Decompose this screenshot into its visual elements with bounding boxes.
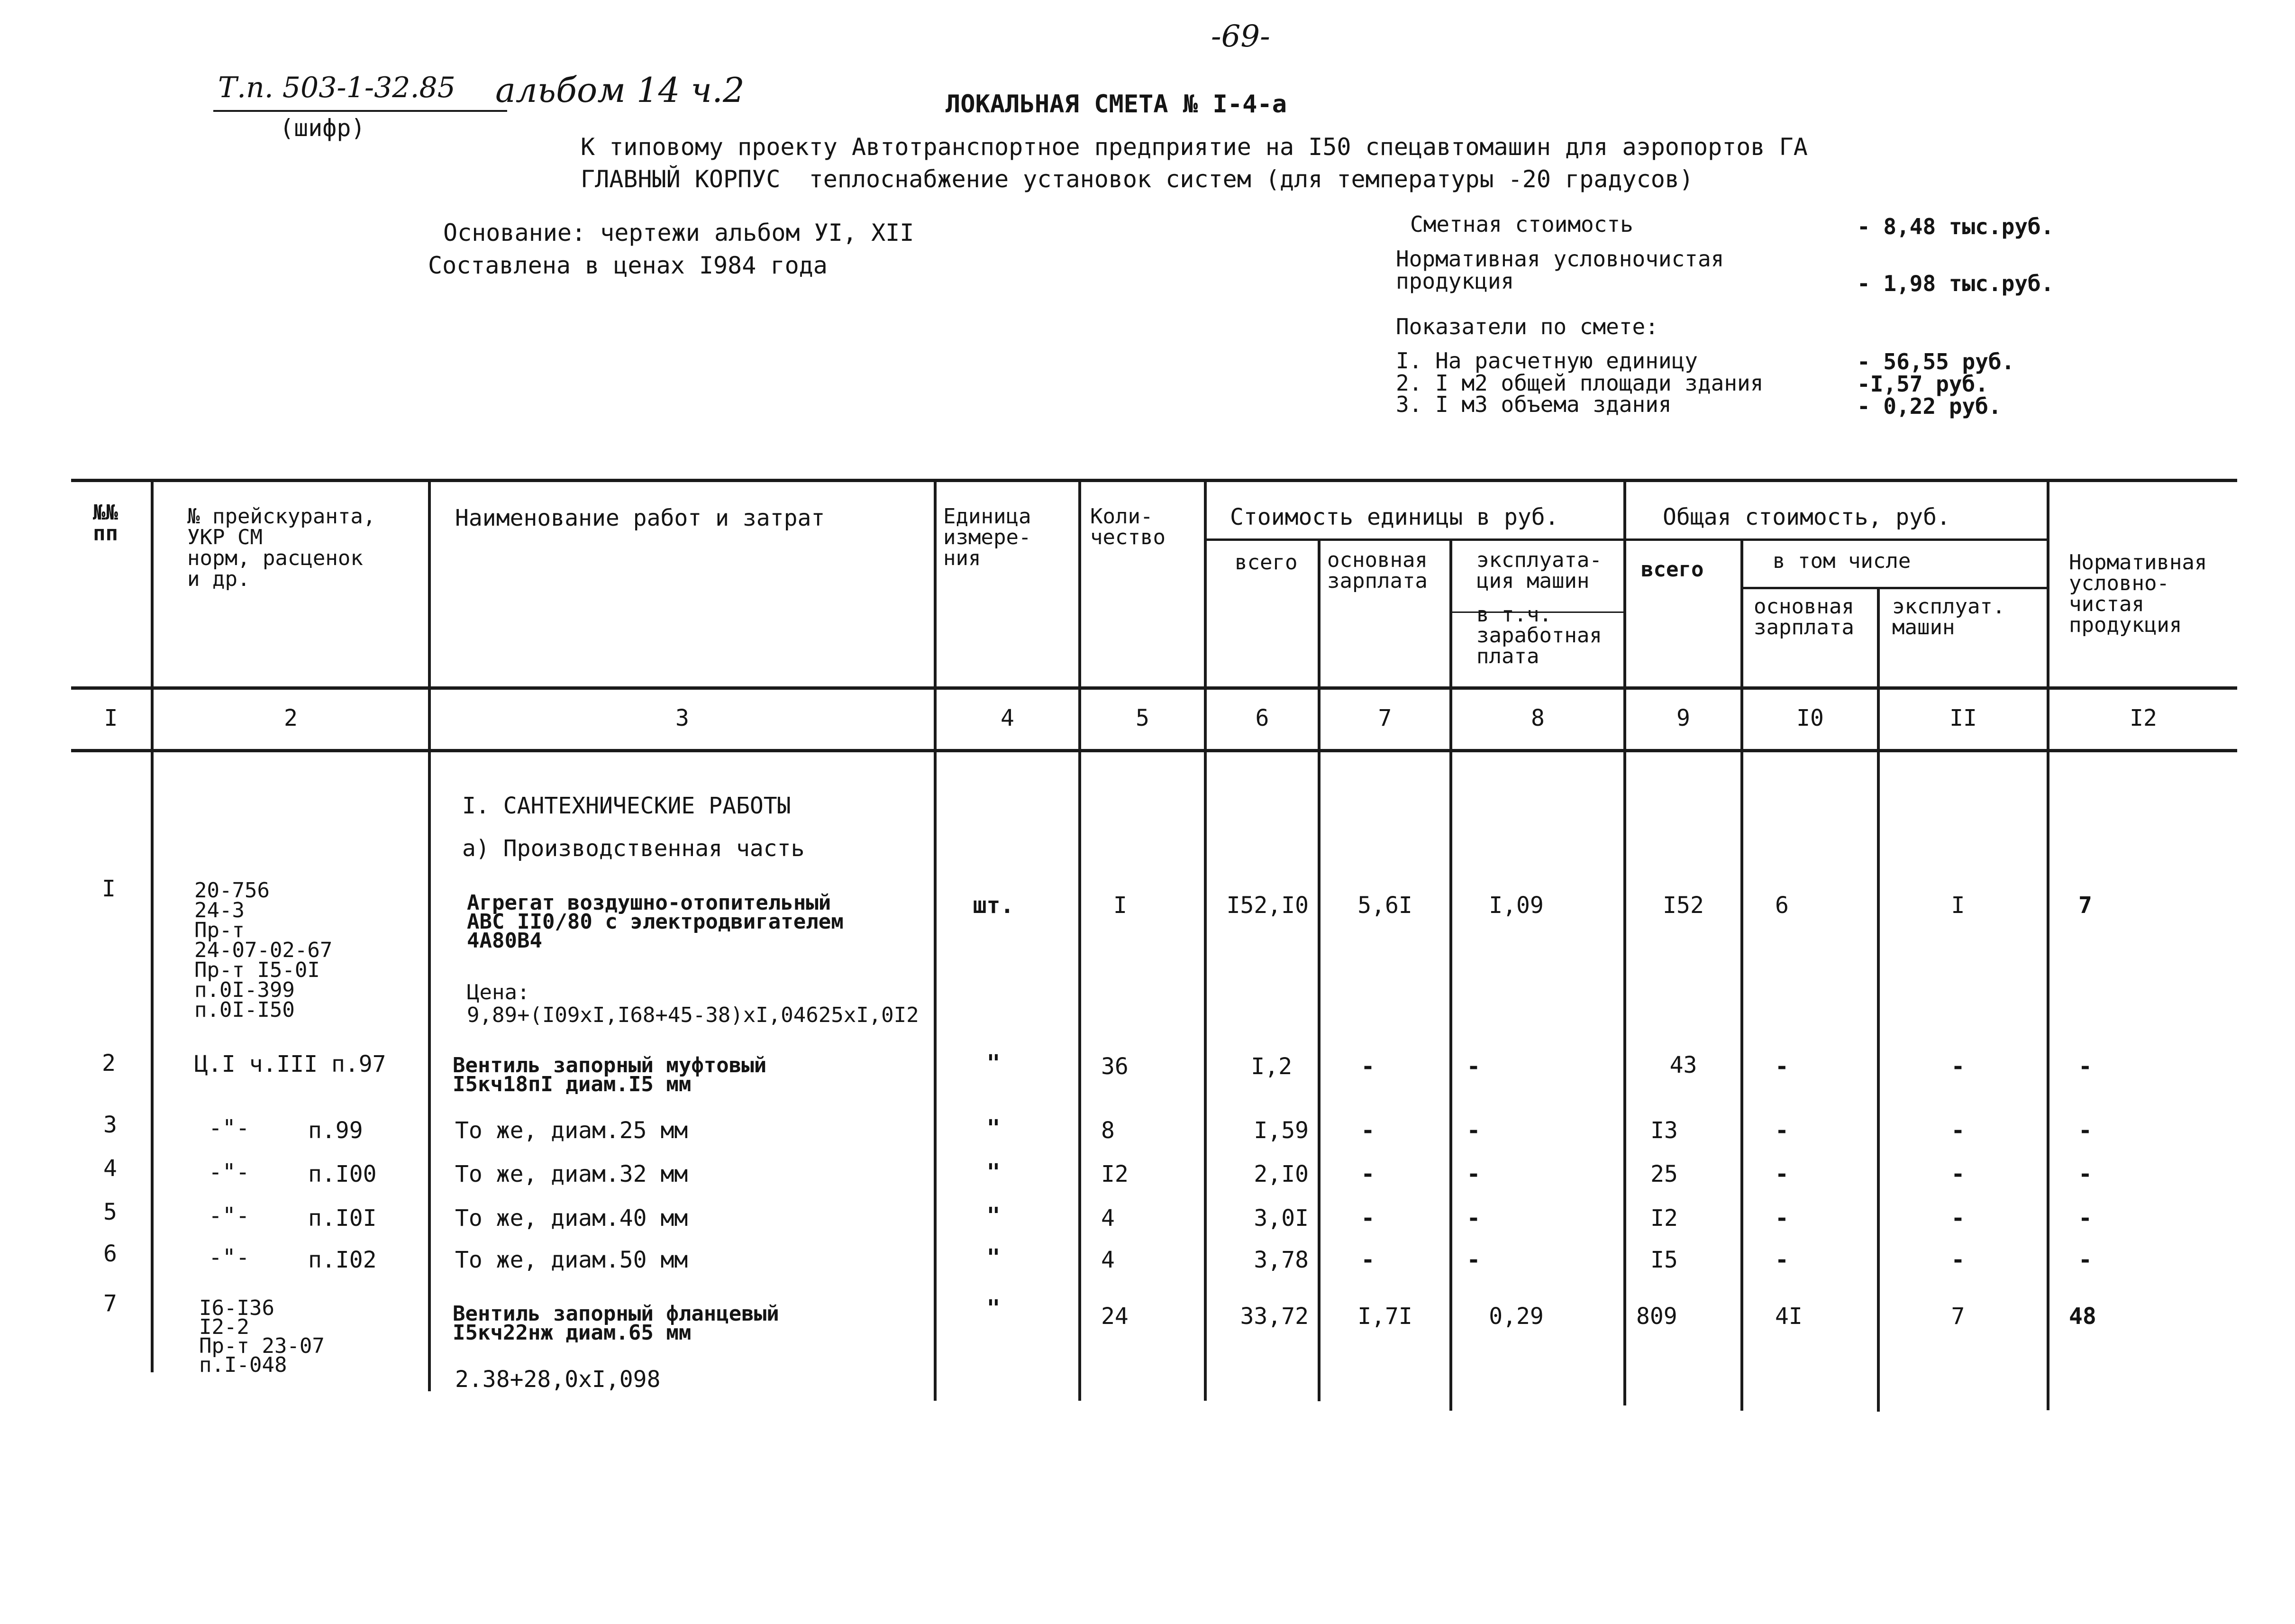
row-pricelist: 20-756 24-3 Пр-т 24-07-02-67 Пр-т I5-0I п.0I-399 п.0I-I50 — [194, 878, 333, 1022]
col-rule — [1449, 538, 1452, 1411]
row-total-wage: - — [1775, 1205, 1789, 1232]
row-unit-total: 33,72 — [1240, 1303, 1309, 1330]
row-unit-wage: I,7I — [1357, 1303, 1412, 1330]
basis-text: Основание: чертежи альбом УI, XII — [443, 219, 914, 246]
row-unit-machine: - — [1466, 1247, 1481, 1273]
row-normative: - — [2078, 1205, 2092, 1232]
cipher-caption: (шифр) — [280, 114, 365, 142]
row-num: 5 — [103, 1199, 117, 1225]
row-total-wage: - — [1775, 1117, 1789, 1144]
row-unit-machine: 0,29 — [1489, 1303, 1544, 1330]
table-top-rule — [71, 479, 2237, 482]
estimate-value: - 8,48 тыс.руб. — [1857, 214, 2054, 239]
section-title: I. САНТЕХНИЧЕСКИЕ РАБОТЫ — [462, 793, 791, 819]
column-number: 3 — [675, 705, 689, 731]
row-unit: " — [986, 1203, 1001, 1229]
row-unit-machine: - — [1466, 1161, 1481, 1187]
header-unit-machine: эксплуата- ция машин — [1476, 548, 1602, 593]
normative-label-line2: продукция — [1396, 268, 1514, 294]
unit-cost-subrule — [1206, 538, 1626, 541]
row-pricelist-item: п.I02 — [308, 1247, 377, 1273]
normative-value: - 1,98 тыс.руб. — [1857, 271, 2054, 296]
row-pricelist-item: п.I00 — [308, 1161, 377, 1187]
header-unit-total: всего — [1235, 550, 1298, 575]
row-unit: " — [986, 1115, 1001, 1141]
row-unit-total: I52,I0 — [1226, 892, 1309, 919]
row-unit-wage: - — [1361, 1161, 1375, 1187]
header-incl-group: в том числе — [1773, 549, 1911, 573]
row-unit-machine: - — [1466, 1053, 1481, 1080]
column-number: 5 — [1136, 705, 1149, 731]
indicator-value: -I,57 руб. — [1857, 371, 1988, 397]
header-total-wage: основная зарплата — [1754, 594, 1854, 639]
column-number: 7 — [1378, 705, 1392, 731]
row-total: I5 — [1650, 1247, 1678, 1273]
project-line: К типовому проекту Автотранспортное предприятие на I50 спецавтомашин для аэропортов ГА — [581, 133, 1808, 161]
row-pricelist-mark: -"- — [209, 1115, 250, 1141]
row-qty: 24 — [1101, 1303, 1129, 1330]
column-number: I — [104, 705, 118, 731]
header-unit: Единица измере- ния — [943, 504, 1031, 570]
row-total: I3 — [1650, 1117, 1678, 1144]
indicator-value: - 0,22 руб. — [1857, 393, 2002, 419]
row-unit-machine: - — [1466, 1117, 1481, 1144]
row-qty: 36 — [1101, 1053, 1129, 1080]
row-num: 2 — [102, 1050, 116, 1077]
row-total: 25 — [1650, 1161, 1678, 1187]
row-unit: " — [986, 1295, 1001, 1322]
row-qty: I — [1113, 892, 1127, 919]
prices-year-text: Составлена в ценах I984 года — [428, 252, 828, 279]
header-total-machine: эксплуат. машин — [1892, 594, 2005, 639]
column-number: I0 — [1796, 705, 1824, 731]
row-total-machine: 7 — [1951, 1303, 1965, 1330]
row-total-machine: I — [1951, 892, 1965, 919]
column-number: 2 — [284, 705, 298, 731]
row-name: То же, диам.25 мм — [455, 1117, 688, 1144]
indicator-value: - 56,55 руб. — [1857, 349, 2015, 374]
row-qty: 4 — [1101, 1205, 1115, 1232]
row-total-wage: 4I — [1775, 1303, 1803, 1330]
total-cost-subrule — [1626, 538, 2048, 541]
row-total: I2 — [1650, 1205, 1678, 1232]
row-total-wage: 6 — [1775, 892, 1789, 919]
row-unit-total: I,59 — [1254, 1117, 1309, 1144]
header-total: всего — [1641, 557, 1704, 582]
row-name: Вентиль запорный фланцевый I5кч22нж диам.65 мм — [453, 1302, 779, 1345]
column-number: 6 — [1255, 705, 1269, 731]
row-normative: - — [2078, 1053, 2092, 1080]
row-total-machine: - — [1951, 1161, 1965, 1187]
cipher-underline — [213, 110, 507, 112]
header-bottom-rule — [71, 686, 2237, 690]
row-normative: 48 — [2069, 1303, 2096, 1330]
indicator-label: 2. I м2 общей площади здания — [1396, 370, 1764, 396]
row-pricelist-mark: -"- — [209, 1203, 250, 1229]
row-unit-wage: - — [1361, 1205, 1375, 1232]
album-label: альбом 14 ч.2 — [495, 70, 745, 110]
row-num: 6 — [103, 1241, 117, 1267]
indicator-label: 3. I м3 объема здания — [1396, 392, 1672, 417]
row-pricelist-item: п.I0I — [308, 1205, 377, 1232]
row-pricelist-mark: -"- — [209, 1244, 250, 1271]
subsection-title: а) Производственная часть — [462, 835, 805, 862]
row-num: 7 — [103, 1290, 117, 1317]
indicators-label: Показатели по смете: — [1396, 314, 1658, 339]
header-unit-wage: основная зарплата — [1327, 548, 1428, 593]
row-name: Вентиль запорный муфтовый I5кч18пI диам.I5 мм — [453, 1053, 767, 1096]
row-unit-total: 3,78 — [1254, 1247, 1309, 1273]
row-total: 43 — [1669, 1052, 1697, 1078]
header-normative: Нормативная условно- чистая продукция — [2069, 550, 2207, 637]
row-name: То же, диам.40 мм — [455, 1205, 688, 1232]
colnum-bottom-rule — [71, 749, 2237, 752]
col-rule — [2047, 481, 2049, 1410]
row-num: I — [102, 876, 116, 902]
row-num: 4 — [103, 1155, 117, 1182]
row-price-note: 2.38+28,0xI,098 — [455, 1366, 661, 1393]
row-unit-total: 2,I0 — [1254, 1161, 1309, 1187]
normative-label-line1: Нормативная условночистая — [1396, 246, 1724, 272]
row-unit-machine: I,09 — [1489, 892, 1544, 919]
row-normative: - — [2078, 1247, 2092, 1273]
row-normative: - — [2078, 1117, 2092, 1144]
page-number: -69- — [1211, 19, 1270, 54]
cipher-code: Т.п. 503-1-32.85 — [218, 71, 455, 104]
column-number: I2 — [2130, 705, 2157, 731]
row-unit-total: I,2 — [1251, 1053, 1292, 1080]
col-rule — [1740, 538, 1743, 1411]
header-pricelist: № прейскуранта, УКР СМ норм, расценок и др. — [187, 504, 376, 591]
row-num: 3 — [103, 1112, 117, 1138]
row-normative: - — [2078, 1161, 2092, 1187]
row-total-machine: - — [1951, 1117, 1965, 1144]
row-total-wage: - — [1775, 1053, 1789, 1080]
header-unit-machine-wage: в т.ч. заработная плата — [1476, 602, 1602, 668]
col-rule — [1078, 481, 1081, 1401]
row-total-wage: - — [1775, 1247, 1789, 1273]
header-unit-cost-group: Стоимость единицы в руб. — [1230, 504, 1559, 530]
row-normative: 7 — [2078, 892, 2092, 919]
row-name: Агрегат воздушно-отопительный АВС II0/80 с электродвигателем 4А80В4 — [467, 891, 844, 953]
row-qty: 4 — [1101, 1247, 1115, 1273]
row-pricelist-item: п.99 — [308, 1117, 363, 1144]
building-line: ГЛАВНЫЙ КОРПУС теплоснабжение установок систем (для температуры -20 градусов) — [581, 165, 1694, 193]
estimate-label: Сметная стоимость — [1410, 211, 1633, 237]
row-unit: " — [986, 1244, 1001, 1271]
column-number: 9 — [1676, 705, 1690, 731]
row-unit-total: 3,0I — [1254, 1205, 1309, 1232]
row-unit-wage: - — [1361, 1247, 1375, 1273]
row-unit-wage: 5,6I — [1357, 892, 1412, 919]
column-number: II — [1949, 705, 1977, 731]
row-pricelist: I6-I36 I2-2 Пр-т 23-07 п.I-048 — [199, 1296, 325, 1377]
row-qty: 8 — [1101, 1117, 1115, 1144]
column-number: 8 — [1531, 705, 1545, 731]
header-qty: Коли- чество — [1090, 504, 1166, 549]
row-unit: " — [986, 1050, 1001, 1077]
document-title: ЛОКАЛЬНАЯ СМЕТА № I-4-а — [946, 90, 1287, 119]
header-name: Наименование работ и затрат — [455, 505, 825, 531]
row-qty: I2 — [1101, 1161, 1129, 1187]
row-pricelist: Ц.I ч.III п.97 — [194, 1051, 386, 1077]
row-pricelist-mark: -"- — [209, 1159, 250, 1186]
incl-subrule — [1742, 587, 2048, 589]
row-total-machine: - — [1951, 1247, 1965, 1273]
row-unit: шт. — [973, 892, 1014, 919]
row-unit: " — [986, 1159, 1001, 1186]
column-number: 4 — [1001, 705, 1014, 731]
col-rule — [1318, 538, 1321, 1401]
header-total-cost-group: Общая стоимость, руб. — [1663, 504, 1950, 530]
row-price-note: Цена: 9,89+(I09xI,I68+45-38)xI,04625xI,0I2 — [467, 980, 919, 1027]
col-rule — [428, 481, 431, 1391]
row-name: То же, диам.50 мм — [455, 1247, 688, 1273]
row-total: 809 — [1636, 1303, 1677, 1330]
row-name: То же, диам.32 мм — [455, 1161, 688, 1187]
row-total-machine: - — [1951, 1053, 1965, 1080]
row-total-wage: - — [1775, 1161, 1789, 1187]
row-unit-wage: - — [1361, 1053, 1375, 1080]
row-total-machine: - — [1951, 1205, 1965, 1232]
row-unit-wage: - — [1361, 1117, 1375, 1144]
col-rule — [151, 481, 154, 1372]
row-total: I52 — [1663, 892, 1704, 919]
indicator-label: I. На расчетную единицу — [1396, 348, 1698, 374]
header-num: №№ пп — [93, 501, 118, 546]
row-unit-machine: - — [1466, 1205, 1481, 1232]
